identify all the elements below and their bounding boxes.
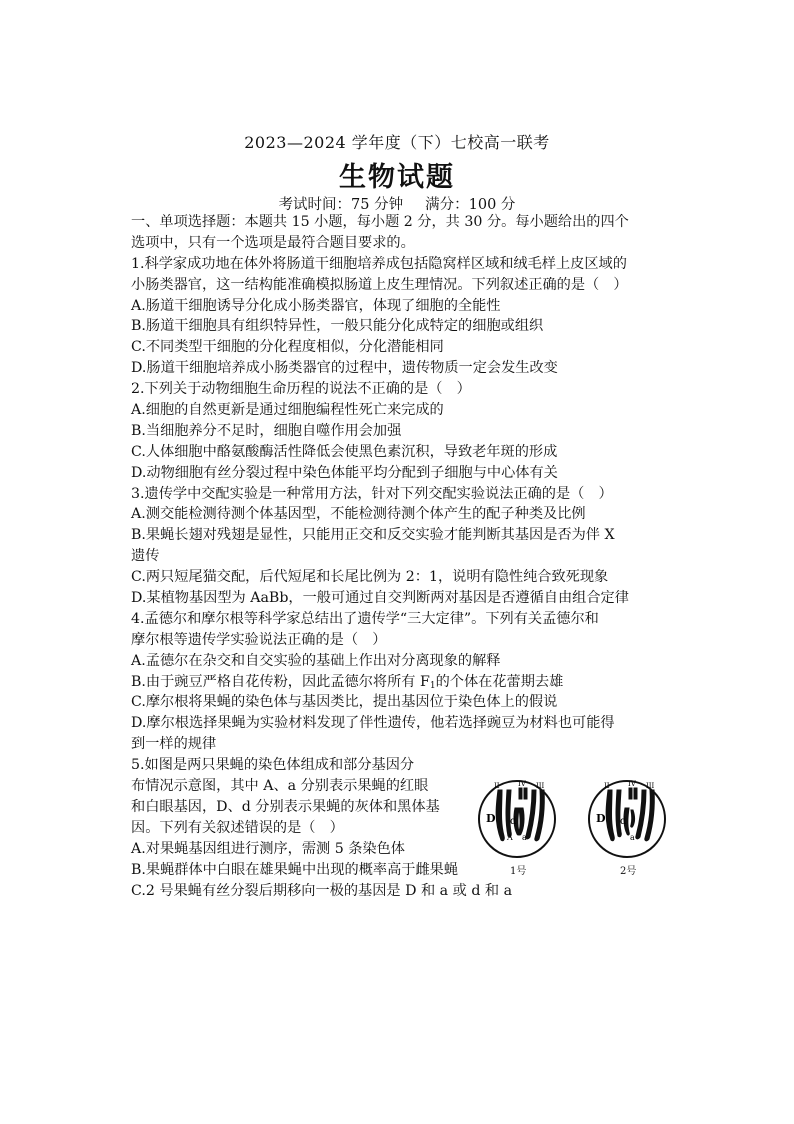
chromosome-diagram bbox=[474, 776, 674, 861]
q2-option-a: A.细胞的自然更新是通过细胞编程性死亡来完成的 bbox=[131, 402, 444, 419]
section-instruction-line-1: 一、单项选择题：本题共 15 小题，每小题 2 分，共 30 分。每小题给出的四个 bbox=[131, 214, 629, 230]
q3-option-b-line-2: 遗传 bbox=[131, 548, 160, 565]
q4-option-c: C.摩尔根将果蝇的染色体与基因类比，提出基因位于染色体上的假说 bbox=[131, 694, 558, 711]
section-instruction-line-2: 选项中，只有一个选项是最符合题目要求的。 bbox=[131, 234, 415, 251]
q5-stem-line-2: 布情况示意图，其中 A、a 分别表示果蝇的红眼 bbox=[131, 778, 429, 795]
q3-option-d: D.某植物基因型为 AaBb，一般可通过自交判断两对基因是否遵循自由组合定律 bbox=[131, 590, 629, 607]
q3-stem: 3.遗传学中交配实验是一种常用方法，针对下列交配实验说法正确的是（ ） bbox=[131, 485, 613, 502]
fly-2-label-iv: IV bbox=[628, 780, 636, 788]
q3-option-b-line-1: B.果蝇长翅对残翅是显性，只能用正交和反交实验才能判断其基因是否为伴 X bbox=[131, 527, 615, 544]
exam-time: 考试时间：75 分钟 bbox=[278, 197, 404, 213]
fly-2-chromosome-iv-right bbox=[634, 788, 637, 799]
fly-1-gene-d-lower: d bbox=[510, 816, 517, 827]
q3-option-c: C.两只短尾猫交配，后代短尾和长尾比例为 2：1，说明有隐性纯合致死现象 bbox=[131, 569, 609, 586]
fly-2-chromosome-iv-left bbox=[629, 788, 632, 799]
fly-1-label-iii: III bbox=[536, 782, 545, 790]
q1-stem-line-2: 小肠类器官，这一结构能准确模拟肠道上皮生理情况。下列叙述正确的是（ ） bbox=[131, 276, 628, 293]
q4-stem-line-2: 摩尔根等遗传学实验说法正确的是（ ） bbox=[131, 631, 387, 648]
fly-1-gene-d-upper: D bbox=[486, 812, 496, 825]
fly-1-gene-a-lower: a bbox=[522, 833, 527, 842]
drosophila-chromosome-figure bbox=[474, 776, 674, 881]
fly-1-chromosome-ii-left bbox=[496, 790, 504, 841]
exam-score: 满分：100 分 bbox=[425, 197, 516, 213]
q1-option-d: D.肠道干细胞培养成小肠类器官的过程中，遗传物质一定会发生改变 bbox=[131, 360, 558, 377]
fly-2-label-ii: II bbox=[604, 782, 610, 790]
q3-option-a: A.测交能检测待测个体基因型，不能检测待测个体产生的配子种类及比例 bbox=[131, 506, 586, 523]
q5-option-c: C.2 号果蝇有丝分裂后期移向一极的基因是 D 和 a 或 d 和 a bbox=[131, 882, 513, 899]
fly-2-gene-d-upper: D bbox=[596, 812, 606, 825]
fly-1-label-ii: II bbox=[494, 782, 500, 790]
q4-option-d-line-1: D.摩尔根选择果蝇为实验材料发现了伴性遗传，他若选择豌豆为材料也可能得 bbox=[131, 715, 615, 732]
q4-option-b-subscript: 1 bbox=[429, 680, 436, 691]
q5-option-b: B.果蝇群体中白眼在雄果蝇中出现的概率高于雌果蝇 bbox=[131, 861, 459, 878]
fly-2-cell bbox=[589, 780, 665, 857]
fly-2-chromosome-y bbox=[631, 810, 635, 827]
q1-option-c: C.不同类型干细胞的分化程度相似，分化潜能相同 bbox=[131, 339, 444, 356]
fly-1-chromosome-x-right bbox=[519, 808, 524, 835]
q2-option-c: C.人体细胞中酪氨酸酶活性降低会使黑色素沉积，导致老年斑的形成 bbox=[131, 443, 558, 460]
fly-1-chromosome-iv-right bbox=[524, 788, 527, 799]
q5-option-a: A.对果蝇基因组进行测序，需测 5 条染色体 bbox=[131, 840, 405, 857]
q1-stem-line-1: 1.科学家成功地在体外将肠道干细胞培养成包括隐窝样区域和绒毛样上皮区域的 bbox=[131, 255, 627, 272]
fly-1-chromosome-iv-left bbox=[519, 788, 522, 799]
fly-2-gene-a-lower: a bbox=[630, 833, 635, 842]
q5-stem-line-3: 和白眼基因，D、d 分别表示果蝇的灰体和黑体基 bbox=[131, 798, 440, 815]
fly-1-label-iv: IV bbox=[518, 780, 526, 788]
fly-2-gene-d-lower: d bbox=[620, 816, 627, 827]
q5-stem-line-1: 5.如图是两只果蝇的染色体组成和部分基因分 bbox=[131, 757, 415, 774]
fly-1-cell bbox=[479, 780, 555, 857]
fly-2-label-iii: III bbox=[646, 782, 655, 790]
figure-label-fly-2: 2号 bbox=[620, 866, 637, 877]
q2-option-b: B.当细胞养分不足时，细胞自噬作用会加强 bbox=[131, 422, 402, 439]
q2-stem: 2.下列关于动物细胞生命历程的说法不正确的是（ ） bbox=[131, 381, 471, 398]
q4-stem-line-1: 4.孟德尔和摩尔根等科学家总结出了遗传学“三大定律”。下列有关孟德尔和 bbox=[131, 610, 599, 627]
figure-label-fly-1: 1号 bbox=[510, 866, 527, 877]
fly-1-gene-a-upper: A bbox=[507, 833, 513, 842]
q5-stem-line-4: 因。下列有关叙述错误的是（ ） bbox=[131, 819, 344, 836]
exam-meta bbox=[0, 193, 794, 214]
q4-option-d-line-2: 到一样的规律 bbox=[131, 736, 217, 753]
q4-option-b bbox=[131, 672, 676, 693]
q4-option-a: A.孟德尔在杂交和自交实验的基础上作出对分离现象的解释 bbox=[131, 652, 501, 669]
fly-1-chromosome-ii-right bbox=[506, 790, 511, 837]
exam-title: 2023—2024 学年度（下）七校高一联考 bbox=[244, 133, 550, 152]
q4-option-b-text-end: 的个体在花蕾期去雄 bbox=[435, 673, 564, 690]
fly-2-chromosome-ii-right bbox=[616, 790, 621, 837]
q2-option-d: D.动物细胞有丝分裂过程中染色体能平均分配到子细胞与中心体有关 bbox=[131, 464, 558, 481]
q1-option-a: A.肠道干细胞诱导分化成小肠类器官，体现了细胞的全能性 bbox=[131, 297, 501, 314]
fly-2-chromosome-ii-left bbox=[606, 790, 614, 841]
subject-title: 生物试题 bbox=[339, 162, 455, 193]
q4-option-b-text: B.由于豌豆严格自花传粉，因此孟德尔将所有 F bbox=[131, 673, 430, 690]
q1-option-b: B.肠道干细胞具有组织特异性，一般只能分化成特定的细胞或组织 bbox=[131, 318, 544, 335]
